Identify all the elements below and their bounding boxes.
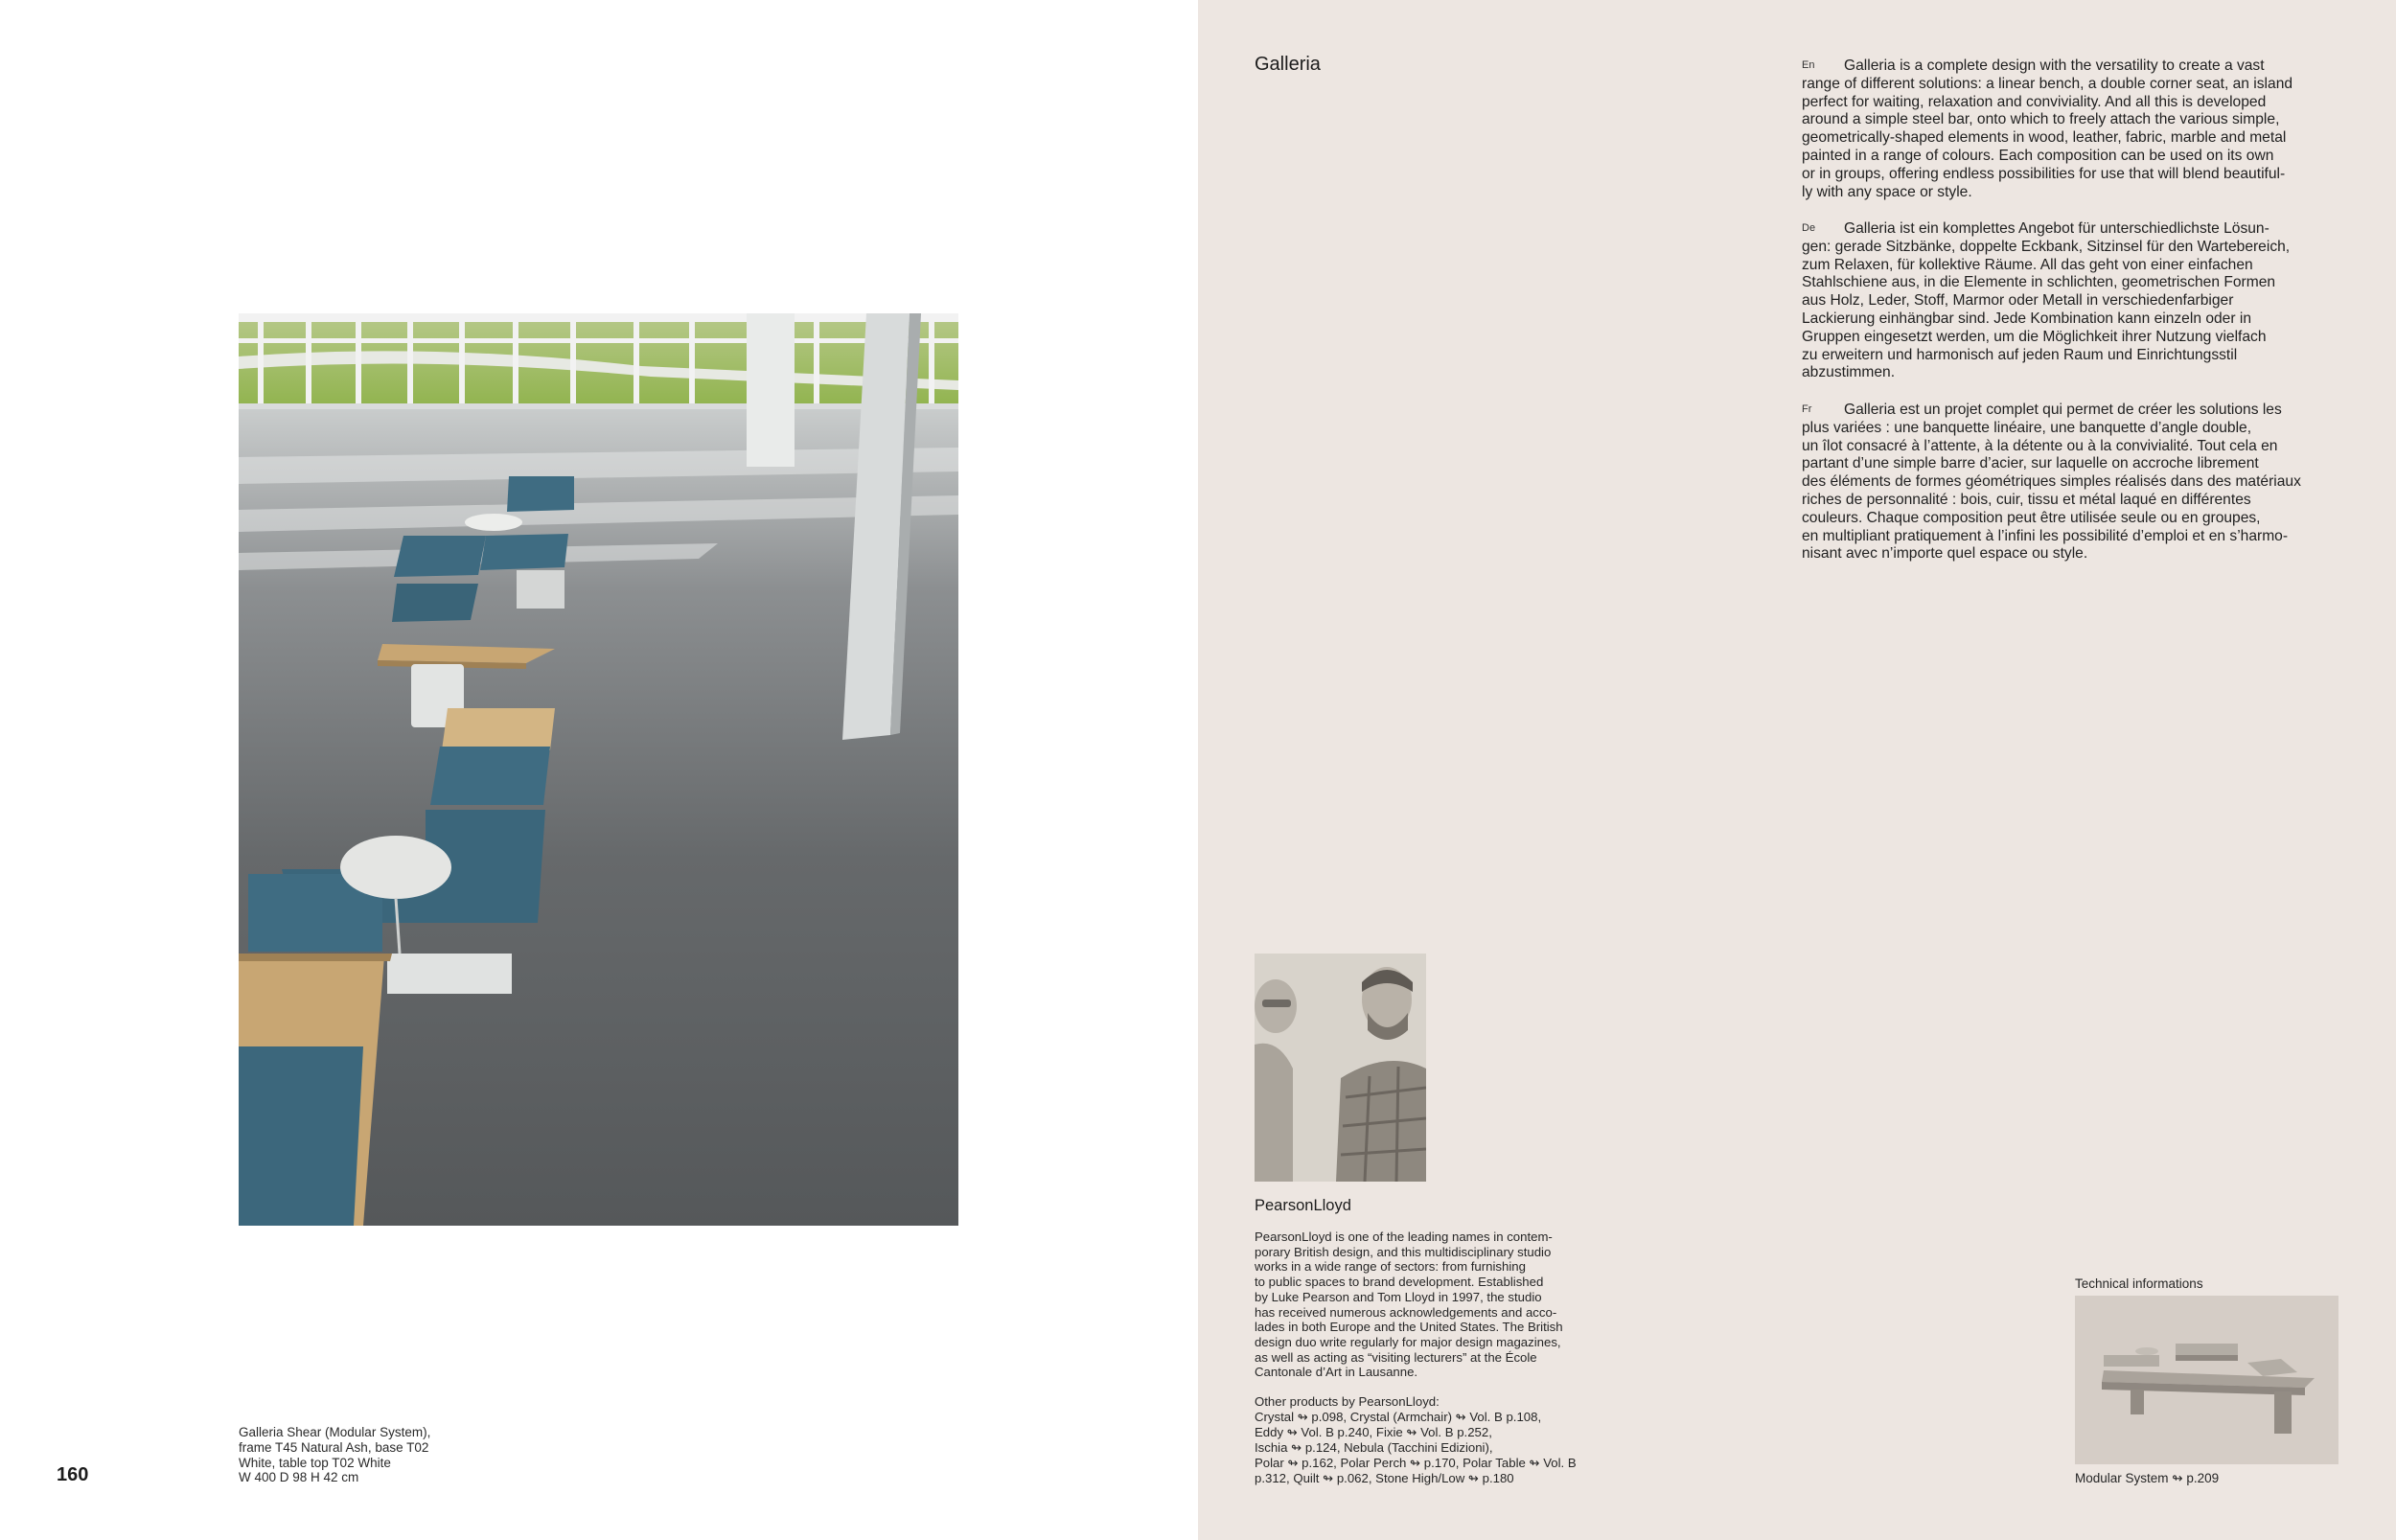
- text-line: ly with any space or style.: [1802, 183, 1972, 200]
- text-line: plus variées : une banquette linéaire, une banquette d’angle double,: [1802, 419, 2252, 436]
- products-line: Polar ↬ p.162, Polar Perch ↬ p.170, Polar Table ↬ Vol. B: [1255, 1455, 1577, 1470]
- text-line: riches de personnalité : bois, cuir, tissu et métal laqué en différentes: [1802, 491, 2251, 508]
- text-line: range of different solutions: a linear bench, a double corner seat, an island: [1802, 75, 2293, 92]
- page-number: 160: [57, 1464, 89, 1485]
- text-line: Galleria ist ein komplettes Angebot für unterschiedlichste Lösun-: [1844, 220, 2269, 237]
- text-line: around a simple steel bar, onto which to freely attach the various simple,: [1802, 111, 2280, 128]
- designer-bio: [1255, 1230, 1619, 1380]
- text-line: Gruppen eingesetzt werden, um die Möglichkeit ihrer Nutzung vielfach: [1802, 328, 2267, 345]
- modular-system-thumbnail: [2075, 1296, 2338, 1464]
- bio-line: as well as acting as “visiting lecturers” at the École: [1255, 1349, 1537, 1365]
- caption-line: Galleria Shear (Modular System),: [239, 1425, 431, 1439]
- text-line: couleurs. Chaque composition peut être utilisée seule ou en groupes,: [1802, 509, 2261, 526]
- technical-informations-label: Technical informations: [2075, 1276, 2203, 1291]
- text-line: aus Holz, Leder, Stoff, Marmor oder Metall in verschiedenfarbiger: [1802, 292, 2234, 310]
- products-line: Other products by PearsonLloyd:: [1255, 1394, 1440, 1409]
- language-tag: En: [1802, 59, 1815, 71]
- text-line: Lackierung einhängbar sind. Jede Kombination kann einzeln oder in: [1802, 310, 2252, 327]
- bio-line: works in a wide range of sectors: from furnishing: [1255, 1259, 1526, 1275]
- text-line: des éléments de formes géométriques simples réalisés dans des matériaux: [1802, 473, 2301, 491]
- bio-line: Cantonale d’Art in Lausanne.: [1255, 1365, 1418, 1380]
- text-line: gen: gerade Sitzbänke, doppelte Eckbank, Sitzinsel für den Wartebereich,: [1802, 238, 2291, 255]
- bio-line: design duo write regularly for major design magazines,: [1255, 1334, 1561, 1349]
- other-products: [1255, 1394, 1638, 1485]
- bio-line: porary British design, and this multidisciplinary studio: [1255, 1244, 1552, 1259]
- caption-line: W 400 D 98 H 42 cm: [239, 1470, 359, 1485]
- bio-line: PearsonLloyd is one of the leading names in contem-: [1255, 1230, 1553, 1244]
- text-line: geometrically-shaped elements in wood, leather, fabric, marble and metal: [1802, 129, 2287, 147]
- caption-line: White, table top T02 White: [239, 1455, 391, 1470]
- text-line: partant d’une simple barre d’acier, sur laquelle on accroche librement: [1802, 455, 2259, 472]
- text-line: zum Relaxen, für kollektive Räume. All das geht von einer einfachen: [1802, 256, 2253, 273]
- products-line: Eddy ↬ Vol. B p.240, Fixie ↬ Vol. B p.252,: [1255, 1424, 1492, 1439]
- caption-line: frame T45 Natural Ash, base T02: [239, 1439, 429, 1455]
- bio-line: has received numerous acknowledgements and acco-: [1255, 1304, 1557, 1320]
- text-line: Stahlschiene aus, in die Elemente in schlichten, geometrischen Formen: [1802, 274, 2276, 291]
- text-line: un îlot consacré à l’attente, à la détente ou à la convivialité. Tout cela en: [1802, 437, 2278, 454]
- designer-portrait: [1255, 954, 1426, 1182]
- language-tag: De: [1802, 222, 1816, 234]
- designer-name: PearsonLloyd: [1255, 1197, 1351, 1214]
- text-line: or in groups, offering endless possibilities for use that will blend beautiful-: [1802, 165, 2286, 182]
- bio-line: by Luke Pearson and Tom Lloyd in 1997, the studio: [1255, 1289, 1542, 1304]
- bio-line: lades in both Europe and the United States. The British: [1255, 1320, 1563, 1335]
- photo-caption: [239, 1425, 526, 1485]
- description-fr: [1802, 402, 2377, 563]
- text-line: abzustimmen.: [1802, 364, 1896, 381]
- text-line: Galleria is a complete design with the versatility to create a vast: [1844, 57, 2265, 74]
- bio-line: to public spaces to brand development. Established: [1255, 1275, 1544, 1290]
- products-line: Crystal ↬ p.098, Crystal (Armchair) ↬ Vol. B p.108,: [1255, 1409, 1542, 1424]
- text-line: painted in a range of colours. Each composition can be used on its own: [1802, 147, 2274, 164]
- product-title: Galleria: [1255, 54, 1321, 75]
- description-en: [1802, 57, 2377, 201]
- text-line: nisant avec n’importe quel espace ou style.: [1802, 545, 2088, 563]
- galleria-bench-photo: [239, 313, 958, 1226]
- text-line: perfect for waiting, relaxation and conviviality. And all this is developed: [1802, 93, 2267, 110]
- text-line: en multipliant pratiquement à l’infini les possibilité d’emploi et en s’harmo-: [1802, 527, 2289, 544]
- products-line: p.312, Quilt ↬ p.062, Stone High/Low ↬ p.180: [1255, 1470, 1514, 1485]
- text-line: zu erweitern und harmonisch auf jeden Raum und Einrichtungsstil: [1802, 346, 2238, 363]
- products-line: Ischia ↬ p.124, Nebula (Tacchini Edizioni),: [1255, 1439, 1493, 1455]
- language-tag: Fr: [1802, 403, 1812, 415]
- description-de: [1802, 220, 2377, 382]
- modular-system-reference: Modular System ↬ p.209: [2075, 1471, 2220, 1485]
- text-line: Galleria est un projet complet qui permet de créer les solutions les: [1844, 402, 2282, 418]
